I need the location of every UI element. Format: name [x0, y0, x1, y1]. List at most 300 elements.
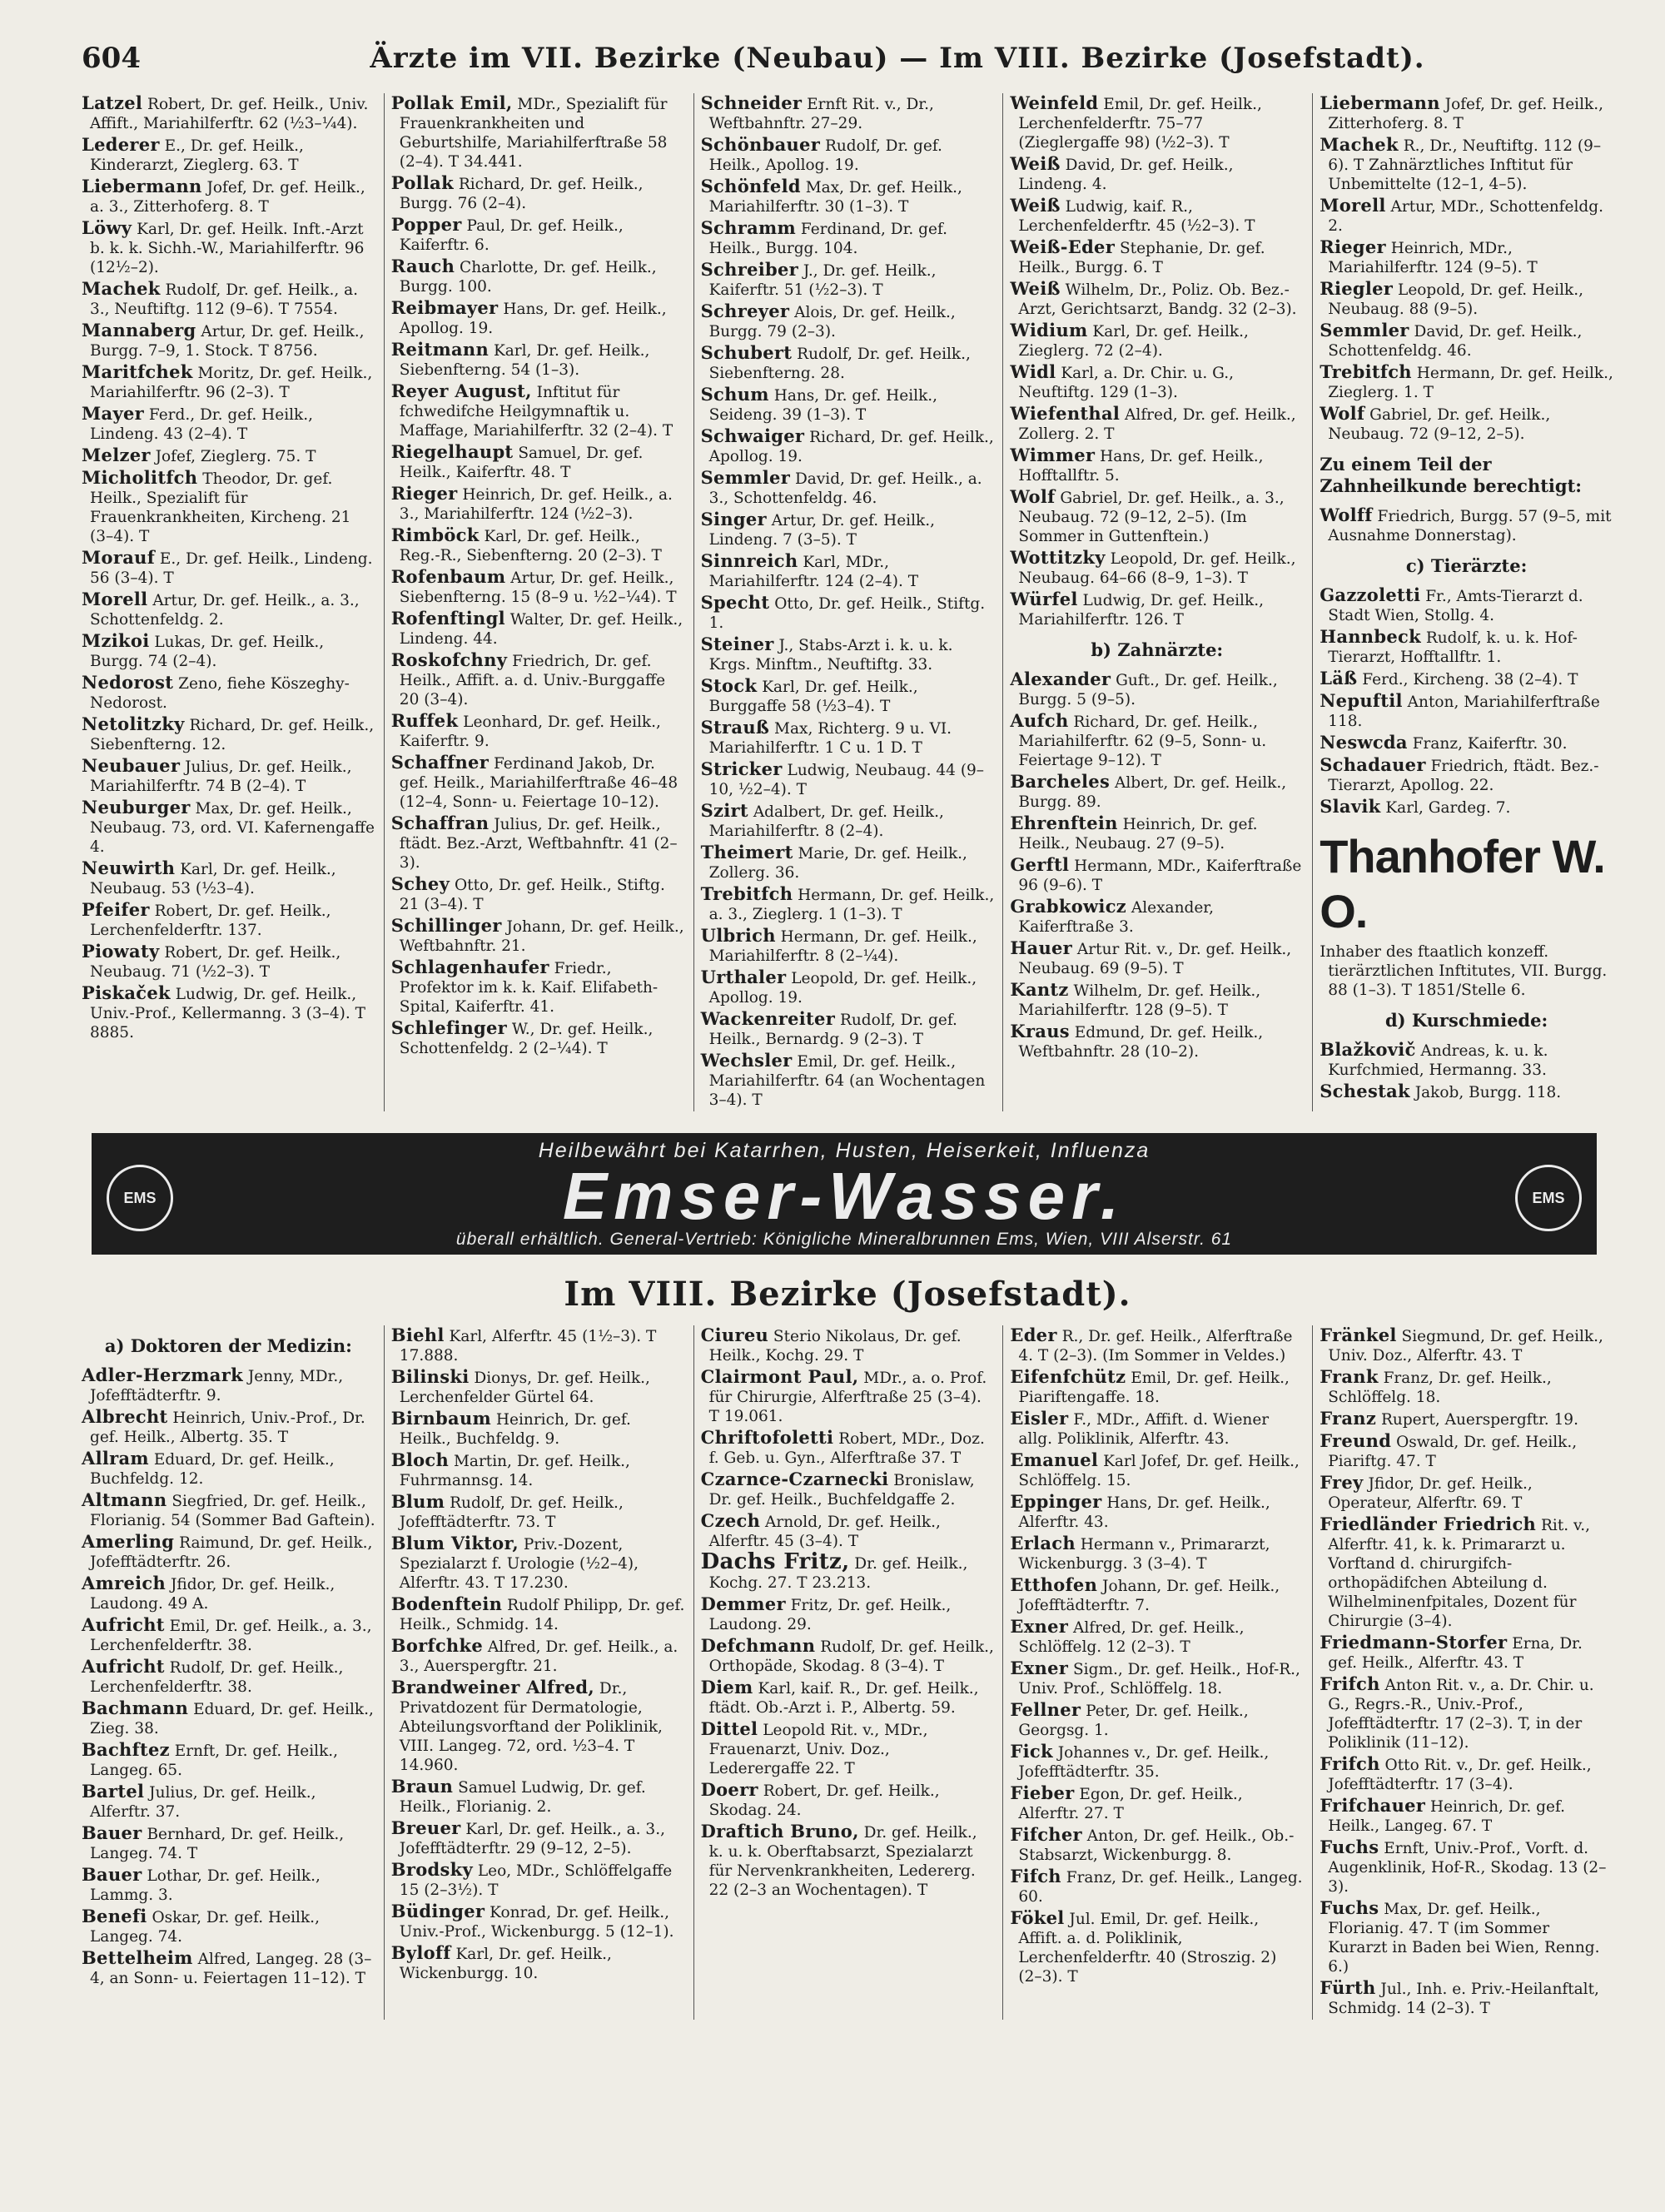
entry-name: Eder [1010, 1325, 1057, 1345]
entry-details: Karl, Gardeg. 7. [1380, 799, 1511, 817]
entry-name: Czarnce-Czarnecki [700, 1469, 889, 1489]
entry-details: Eduard, Dr. gef. Heilk., Buchfeldg. 12. [90, 1451, 335, 1488]
entry-details: Sterio Nikolaus, Dr. gef. Heilk., Kochg. 29. T [708, 1328, 962, 1364]
entry-details: Richard, Dr. gef. Heilk., Siebenfterng. 12. [90, 717, 375, 753]
directory-entry [1320, 1431, 1613, 1471]
entry-details: Hermann, Dr. gef. Heilk., a. 3., Zieglerg. 1 (1–3). T [708, 887, 995, 923]
directory-entry [1010, 548, 1304, 588]
directory-entry [391, 1678, 685, 1775]
entry-details: Alfred, Dr. gef. Heilk., a. 3., Auerspergftr. 21. [399, 1638, 678, 1675]
entry-details: Jofef, Dr. gef. Heilk., a. 3., Zitterhoferg. 8. T [90, 179, 365, 216]
entry-name: Machek [1320, 134, 1399, 155]
entry-name: Mannaberg [82, 320, 196, 340]
entry-details: Emil, Dr. gef. Heilk., Mariahilferftr. 64 (an Wochentagen 3–4). T [708, 1053, 986, 1109]
entry-details: Karl, Dr. gef. Heilk., a. 3., Jofefftädterftr. 29 (9–12, 2–5). [399, 1821, 665, 1857]
directory-entry [1010, 1575, 1304, 1615]
directory-entry [1320, 669, 1613, 689]
entry-details: Marie, Dr. gef. Heilk., Zollerg. 36. [708, 845, 967, 882]
entry-details: Karl, a. Dr. Chir. u. G., Neuftiftg. 129 (1–3). [1018, 365, 1235, 401]
entry-details: Ludwig, Neubaug. 44 (9–10, ½2–4). T [708, 762, 985, 798]
entry-details: Friedr., Profektor im k. k. Kaif. Elifabeth-Spital, Kaiferftr. 41. [399, 960, 659, 1016]
entry-name: Eisler [1010, 1408, 1069, 1429]
entry-name: Schramm [700, 217, 797, 238]
directory-entry [701, 551, 995, 591]
section-label: Zu einem Teil der Zahnheilkunde berechtigt: [1320, 454, 1583, 496]
entry-details: Richard, Dr. gef. Heilk., Apollog. 19. [708, 429, 994, 465]
directory-entry [1010, 1409, 1304, 1449]
entry-name: Riegelhaupt [390, 441, 514, 462]
entry-details: Ludwig, Dr. gef. Heilk., Univ.-Prof., Kellermanng. 3 (3–4). T 8885. [90, 986, 365, 1041]
directory-entry [701, 1428, 995, 1468]
page-number: 604 [82, 42, 141, 75]
directory-entry [82, 1906, 375, 1946]
entry-details: Artur, Dr. gef. Heilk., a. 3., Schottenfeldg. 2. [90, 592, 360, 629]
directory-entry [1320, 1040, 1613, 1080]
entry-name: Wackenreiter [700, 1008, 836, 1029]
entry-details: Guft., Dr. gef. Heilk., Burgg. 5 (9–5). [1018, 672, 1278, 708]
entry-name: Emanuel [1010, 1449, 1099, 1470]
bottom-column-5 [1312, 1325, 1613, 2020]
directory-entry [1010, 404, 1304, 444]
directory-entry [82, 858, 375, 898]
directory-entry [701, 510, 995, 549]
directory-entry [1320, 627, 1613, 667]
entry-details: Robert, Dr. gef. Heilk., Skodag. 24. [708, 1782, 940, 1819]
directory-entry [391, 609, 685, 649]
entry-name: Barcheles [1010, 771, 1111, 792]
entry-name: Albrecht [82, 1406, 168, 1427]
entry-details: Robert, Dr. gef. Heilk., Lerchenfelderftr. 137. [90, 902, 331, 939]
entry-name: Theimert [700, 842, 793, 862]
entry-name: Blažkovič [1320, 1039, 1416, 1060]
entry-details: J., Dr. gef. Heilk., Kaiferftr. 51 (½2–3). T [708, 262, 937, 299]
entry-name: Schaffner [390, 752, 490, 773]
entry-details: Ludwig, Dr. gef. Heilk., Mariahilferftr. 126. T [1018, 592, 1264, 629]
entry-details: Inftitut für fchwedifche Heilgymnaftik u. Maffage, Mariahilferftr. 32 (2–4). T [399, 384, 673, 440]
directory-entry [82, 1449, 375, 1489]
top-column-3 [693, 93, 995, 1111]
entry-details: Rudolf, k. u. k. Hof-Tierarzt, Hofftallftr. 1. [1328, 629, 1578, 666]
directory-entry [1010, 669, 1304, 709]
running-header [82, 42, 1613, 93]
directory-entry [1010, 487, 1304, 546]
entry-details: Emil, Dr. gef. Heilk., Lerchenfelderftr. 75–77 (Zieglergaffe 98) (½2–3). T [1018, 96, 1262, 152]
directory-entry [391, 1901, 685, 1941]
section-label: b) Zahnärzte: [1091, 639, 1224, 660]
entry-details: Emil, Dr. gef. Heilk., a. 3., Lerchenfelderftr. 38. [90, 1618, 372, 1654]
entry-details: E., Dr. gef. Heilk., Lindeng. 56 (3–4). T [90, 550, 373, 587]
entry-name: Alexander [1010, 669, 1111, 689]
entry-details: Hermann, MDr., Kaiferftraße 96 (9–6). T [1018, 857, 1302, 894]
entry-name: Blum Viktor, [390, 1533, 519, 1553]
top-column-2 [384, 93, 685, 1111]
directory-entry [1320, 1796, 1613, 1836]
directory-entry [701, 926, 995, 966]
bottom-column-3 [693, 1325, 995, 2020]
directory-entry [82, 983, 375, 1042]
entry-details: Alfred, Dr. gef. Heilk., Zollerg. 2. T [1018, 406, 1296, 443]
directory-entry [701, 93, 995, 133]
directory-entry [1320, 1367, 1613, 1407]
directory-entry [82, 1532, 375, 1572]
entry-details: Karl, Dr. gef. Heilk., Burggaffe 58 (½3–4). T [708, 679, 918, 715]
entry-details: Anton, Mariahilferftraße 118. [1328, 693, 1600, 730]
entry-details: Jul., Inh. e. Priv.-Heilanftalt, Schmidg. 14 (2–3). T [1328, 1981, 1599, 2017]
directory-entry [1320, 321, 1613, 360]
directory-entry [82, 1573, 375, 1613]
entry-name: Grabkowicz [1010, 896, 1127, 917]
entry-details: Otto Rit. v., Dr. gef. Heilk., Jofefftädterftr. 17 (3–4). [1328, 1757, 1592, 1793]
entry-details: Jul. Emil, Dr. gef. Heilk., Affift. a. d. Poliklinik, Lerchenfelderftr. 40 (Stroszig. 2) (2–3). T [1018, 1911, 1277, 1986]
entry-name: Fürth [1320, 1977, 1376, 1998]
entry-details: Ernft, Univ.-Prof., Vorft. d. Augenklinik, Hof-R., Skodag. 13 (2–3). [1328, 1840, 1607, 1896]
entry-name: Morell [1320, 195, 1386, 216]
directory-entry [391, 916, 685, 956]
entry-name: Maritfchek [82, 361, 193, 382]
entry-name: Liebermann [1320, 92, 1440, 113]
entry-name: Demmer [700, 1593, 786, 1614]
entry-name: Erlach [1010, 1533, 1076, 1553]
entry-name: Ruffek [390, 710, 459, 731]
entry-name: Rieger [390, 483, 458, 504]
directory-entry [1320, 1978, 1613, 2018]
entry-details: Rit. v., Alferftr. 41, k. k. Primararzt u. Vorftand d. chirurgifch-orthopädifchen Abteilung d. Wilhelminenfpitales, Dozent für Chirurgie (3–4). [1328, 1517, 1591, 1630]
directory-entry [391, 874, 685, 914]
entry-details: Karl, Dr. gef. Heilk. Inft.-Arzt b. k. k. Sichh.-W., Mariahilferftr. 96 (12½–2). [90, 221, 365, 276]
entry-name: Kantz [1010, 979, 1069, 1000]
directory-entry [1320, 93, 1613, 133]
entry-name: Bauer [82, 1864, 142, 1885]
entry-name: Wolf [1320, 403, 1365, 424]
entry-name: Mayer [82, 403, 144, 424]
directory-entry [391, 93, 685, 171]
section-label: d) Kurschmiede: [1384, 1010, 1548, 1031]
entry-details: Friedrich, Burgg. 57 (9–5, mit Ausnahme Donnerstag). [1328, 508, 1612, 544]
directory-entry [701, 843, 995, 882]
entry-details: Heinrich, Dr. gef. Heilk., Buchfeldg. 9. [399, 1411, 631, 1448]
directory-entry [391, 650, 685, 709]
directory-entry [701, 426, 995, 466]
entry-name: Aufricht [82, 1614, 165, 1635]
entry-details: Heinrich, Univ.-Prof., Dr. gef. Heilk., Albertg. 35. T [90, 1409, 365, 1446]
directory-entry [391, 298, 685, 338]
top-columns [82, 93, 1613, 1111]
entry-name: Netolitzky [82, 713, 185, 734]
bottom-columns [82, 1325, 1613, 2020]
entry-name: Fuchs [1320, 1837, 1379, 1857]
entry-name: Machek [82, 278, 161, 299]
directory-entry [1010, 1700, 1304, 1740]
entry-name: Singer [700, 509, 767, 529]
directory-entry [391, 256, 685, 296]
entry-name: Allram [82, 1448, 149, 1469]
entry-details: Gabriel, Dr. gef. Heilk., a. 3., Neubaug. 72 (9–12, 2–5). (Im Sommer in Guttenftein.) [1018, 490, 1285, 545]
entry-details: Friedrich, Dr. gef. Heilk., Affift. a. d. Univ.-Burggaffe 20 (3–4). [399, 653, 666, 708]
entry-name: Szirt [700, 800, 748, 821]
entry-name: Steiner [700, 634, 774, 654]
directory-entry [701, 135, 995, 175]
entry-name: Fränkel [1320, 1325, 1397, 1345]
entry-details: Edmund, Dr. gef. Heilk., Weftbahnftr. 28 (10–2). [1018, 1024, 1264, 1061]
entry-name: Reyer August, [390, 380, 532, 401]
directory-entry [82, 631, 375, 671]
entry-name: Fuchs [1320, 1897, 1379, 1918]
directory-entry [1010, 897, 1304, 937]
entry-details: Alfred, Dr. gef. Heilk., Schlöffelg. 12 (2–3). T [1018, 1619, 1245, 1656]
entry-details: Robert, Dr. gef. Heilk., Neubaug. 71 (½2–3). T [90, 944, 341, 981]
directory-entry [82, 279, 375, 319]
directory-entry [701, 1678, 995, 1717]
entry-details: Robert, MDr., Doz. f. Geb. u. Gyn., Alferftraße 37. T [708, 1430, 985, 1467]
directory-entry [701, 1325, 995, 1365]
directory-entry [1320, 755, 1613, 795]
directory-entry [1010, 980, 1304, 1020]
directory-entry [82, 1948, 375, 1988]
directory-entry [1010, 279, 1304, 319]
entry-name: Fifch [1010, 1866, 1061, 1886]
entry-name: Pfeifer [82, 899, 150, 920]
entry-name: Amreich [82, 1573, 166, 1593]
entry-name: Wechsler [700, 1050, 793, 1071]
directory-entry [1320, 1409, 1613, 1429]
directory-entry [1010, 1867, 1304, 1906]
entry-details: Stephanie, Dr. gef. Heilk., Burgg. 6. T [1018, 240, 1265, 276]
entry-details: R., Dr., Neuftiftg. 112 (9–6). T Zahnärztliches Inftitut für Unbemittelte (12–1, 4–5). [1328, 137, 1602, 193]
directory-entry [82, 1407, 375, 1447]
directory-entry [82, 218, 375, 277]
entry-details: Rudolf, Dr. gef. Heilk., Lerchenfelderftr. 38. [90, 1659, 344, 1696]
entry-details: E., Dr. gef. Heilk., Kinderarzt, Zieglerg. 63. T [90, 137, 304, 174]
entry-name: Weiß [1010, 195, 1061, 216]
entry-name: Dachs Fritz, [700, 1549, 850, 1574]
entry-details: Walter, Dr. gef. Heilk., Lindeng. 44. [399, 611, 683, 648]
directory-entry [701, 1511, 995, 1551]
directory-entry [1010, 1492, 1304, 1532]
bottom-column-4 [1002, 1325, 1304, 2020]
entry-name: Reibmayer [390, 297, 499, 318]
entry-details: Siegmund, Dr. gef. Heilk., Univ. Doz., Alferftr. 43. T [1328, 1328, 1603, 1364]
entry-details: Ferdinand Jakob, Dr. gef. Heilk., Mariahilferftraße 46–48 (12–4, Sonn- u. Feiertage 10–12). [399, 755, 678, 811]
entry-details: Moritz, Dr. gef. Heilk., Mariahilferftr. 96 (2–3). T [90, 365, 373, 401]
entry-details: Heinrich, MDr., Mariahilferftr. 124 (9–5). T [1328, 240, 1538, 276]
entry-details: Friedrich, ftädt. Bez.-Tierarzt, Apollog. 22. [1328, 758, 1599, 794]
entry-name: Clairmont Paul, [700, 1366, 859, 1387]
entry-name: Blum [390, 1491, 445, 1512]
ad-distribution: überall erhältlich. General-Vertrieb: Königliche Mineralbrunnen Ems, Wien, VIII Alserstr. 61 [455, 1229, 1233, 1249]
entry-name: Ulbrich [700, 925, 776, 946]
directory-entry [391, 442, 685, 482]
entry-details: Jenny, MDr., Jofefftädterftr. 9. [90, 1368, 344, 1404]
entry-details: Samuel, Dr. gef. Heilk., Kaiferftr. 48. T [399, 445, 644, 481]
directory-entry [1010, 855, 1304, 895]
ad-brand: Emser-Wasser. [562, 1158, 1126, 1233]
entry-details: Artur, Dr. gef. Heilk., Siebenfterng. 15 (8–9 u. ½2–¼4). T [399, 569, 677, 606]
directory-entry [1320, 362, 1613, 402]
entry-name: Ciureu [700, 1325, 769, 1345]
entry-name: Chriftofoletti [700, 1427, 834, 1448]
entry-details: Alois, Dr. gef. Heilk., Burgg. 79 (2–3). [708, 304, 956, 340]
entry-name: Würfel [1010, 589, 1078, 609]
entry-name: Weiß [1010, 153, 1061, 174]
entry-details: Karl Jofef, Dr. gef. Heilk., Schlöffelg. 15. [1018, 1453, 1300, 1489]
entry-details: Dr., Privatdozent für Dermatologie, Abteilungsvorftand der Poliklinik, VIII. Langeg. 72, ord. ½3–4. T 14.960. [399, 1680, 663, 1774]
directory-entry [701, 1051, 995, 1110]
section-label: c) Tierärzte: [1405, 555, 1528, 576]
entry-details: Rudolf, Dr. gef. Heilk., Bernardg. 9 (2–3). T [708, 1012, 957, 1048]
top-column-4 [1002, 93, 1304, 1111]
entry-name: Bauer [82, 1822, 142, 1843]
entry-details: Hans, Dr. gef. Heilk., Seideng. 39 (1–3). T [708, 387, 938, 424]
entry-details: Hermann, Dr. gef. Heilk., Zieglerg. 1. T [1328, 365, 1613, 401]
entry-details: MDr., Spezialift für Frauenkrankheiten und Geburtshilfe, Mariahilferftraße 58 (2–4). T 34.441. [399, 96, 668, 171]
entry-details: Julius, Dr. gef. Heilk., Alferftr. 37. [90, 1784, 316, 1821]
entry-name: Stricker [700, 758, 783, 779]
directory-entry [82, 714, 375, 754]
directory-entry [1010, 1021, 1304, 1061]
entry-name: Etthofen [1010, 1574, 1098, 1595]
entry-details: Alexander, Kaiferftraße 3. [1018, 899, 1214, 936]
entry-name: Amerling [82, 1531, 175, 1552]
entry-details: Leonhard, Dr. gef. Heilk., Kaiferftr. 9. [399, 713, 661, 750]
top-column-1 [82, 93, 375, 1111]
directory-entry [701, 593, 995, 633]
entry-name: Strauß [700, 717, 770, 738]
entry-name: Piowaty [82, 941, 160, 962]
entry-name: Fick [1010, 1741, 1053, 1762]
directory-entry [82, 756, 375, 796]
entry-details: Karl, Dr. gef. Heilk., Neubaug. 53 (½3–4). [90, 861, 336, 897]
directory-entry [1320, 505, 1613, 545]
entry-details: Julius, Dr. gef. Heilk., Mariahilferftr. 74 B (2–4). T [90, 758, 352, 795]
entry-name: Gerftl [1010, 854, 1070, 875]
entry-details: Artur, Dr. gef. Heilk., Lindeng. 7 (3–5). T [708, 512, 935, 549]
entry-details: Charlotte, Dr. gef. Heilk., Burgg. 100. [399, 259, 657, 296]
directory-entry [1320, 1674, 1613, 1752]
entry-details: Hans, Dr. gef. Heilk., Hofftallftr. 5. [1018, 448, 1264, 485]
directory-entry [391, 1018, 685, 1058]
entry-name: Exner [1010, 1616, 1069, 1637]
entry-name: Rofenftingl [390, 608, 505, 629]
entry-name: Slavik [1320, 796, 1381, 817]
entry-name: Friedmann-Storfer [1320, 1632, 1508, 1653]
entry-details: Karl, MDr., Mariahilferftr. 124 (2–4). T [708, 554, 919, 590]
directory-entry [1010, 1367, 1304, 1407]
entry-name: Schönfeld [700, 176, 801, 196]
entry-details: Hans, Dr. gef. Heilk., Apollog. 19. [399, 301, 667, 337]
directory-entry [82, 942, 375, 982]
entry-details: Max, Dr. gef. Heilk., Mariahilferftr. 30 (1–3). T [708, 179, 962, 216]
directory-entry [1320, 279, 1613, 319]
entry-name: Kraus [1010, 1021, 1070, 1041]
entry-details: Robert, Dr. gef. Heilk., Univ. Affift., Mariahilferftr. 62 (½3–¼4). [90, 96, 369, 132]
entry-details: Dr. gef. Heilk., Kochg. 27. T 23.213. [708, 1555, 968, 1592]
entry-name: Schönbauer [700, 134, 821, 155]
entry-details: Jakob, Burgg. 118. [1409, 1084, 1562, 1101]
directory-entry [701, 676, 995, 716]
directory-entry [391, 1636, 685, 1676]
entry-name: Schestak [1320, 1081, 1410, 1101]
entry-details: Sigm., Dr. gef. Heilk., Hof-R., Univ. Prof., Schlöffelg. 18. [1018, 1661, 1300, 1698]
directory-entry [391, 1777, 685, 1817]
directory-entry [1010, 1825, 1304, 1865]
entry-name: Braun [390, 1776, 454, 1797]
entry-details: J., Stabs-Arzt i. k. u. k. Krgs. Minftm., Neuftiftg. 33. [708, 637, 953, 674]
directory-entry [391, 1409, 685, 1449]
directory-entry [701, 801, 995, 841]
directory-entry [391, 215, 685, 255]
directory-entry [82, 93, 375, 133]
entry-details: Max, Dr. gef. Heilk., Neubaug. 73, ord. VI. Kafernengaffe 4. [90, 800, 375, 856]
entry-details: Anton Rit. v., a. Dr. Chir. u. G., Regrs.-R., Univ.-Prof., Jofefftädterftr. 17 (2–3). T, in der Poliklinik (11–12). [1328, 1677, 1594, 1752]
entry-name: Semmler [1320, 320, 1409, 340]
directory-entry [391, 1818, 685, 1858]
entry-details: Franz, Kaiferftr. 30. [1407, 735, 1568, 753]
entry-name: Rieger [1320, 236, 1386, 257]
entry-name: Fifcher [1010, 1824, 1082, 1845]
directory-entry [1010, 196, 1304, 236]
directory-entry [391, 711, 685, 751]
directory-entry [1320, 1514, 1613, 1631]
entry-name: Bachmann [82, 1698, 189, 1718]
directory-entry [701, 343, 995, 383]
entry-name: Birnbaum [390, 1408, 492, 1429]
directory-entry [82, 1490, 375, 1530]
directory-entry [1010, 445, 1304, 485]
directory-entry [1010, 1450, 1304, 1490]
entry-name: Diem [700, 1677, 753, 1698]
directory-entry [82, 362, 375, 402]
entry-details: Egon, Dr. gef. Heilk., Alferftr. 27. T [1018, 1786, 1243, 1822]
entry-details: R., Dr. gef. Heilk., Alferftraße 4. T (2–3). (Im Sommer in Veldes.) [1018, 1328, 1293, 1364]
directory-entry [82, 135, 375, 175]
entry-details: Arnold, Dr. gef. Heilk., Alferftr. 45 (3–4). T [708, 1514, 941, 1550]
entry-details: Lothar, Dr. gef. Heilk., Lammg. 3. [90, 1867, 321, 1904]
entry-details: Samuel Ludwig, Dr. gef. Heilk., Florianig. 2. [399, 1779, 646, 1816]
entry-name: Neswcda [1320, 732, 1408, 753]
entry-name: Fieber [1010, 1782, 1075, 1803]
directory-entry [701, 1009, 995, 1049]
directory-entry [82, 1782, 375, 1822]
directory-entry [82, 321, 375, 360]
directory-entry [1320, 1473, 1613, 1513]
entry-name: Rofenbaum [390, 566, 506, 587]
entry-name: Frey [1320, 1472, 1364, 1493]
directory-entry [701, 1469, 995, 1509]
entry-name: Schlefinger [390, 1017, 508, 1038]
entry-name: Gazzoletti [1320, 584, 1421, 605]
top-column-5 [1312, 93, 1613, 1111]
section-label: a) Doktoren der Medizin: [104, 1335, 352, 1356]
directory-entry [701, 1780, 995, 1820]
directory-entry [1010, 154, 1304, 194]
entry-details: Oswald, Dr. gef. Heilk., Piariftg. 47. T [1328, 1434, 1578, 1470]
entry-details: Oskar, Dr. gef. Heilk., Langeg. 74. [90, 1909, 320, 1946]
entry-name: Schey [390, 873, 450, 894]
directory-entry [1010, 93, 1304, 152]
entry-details: Heinrich, Dr. gef. Heilk., Langeg. 67. T [1328, 1798, 1566, 1835]
directory-entry [701, 1636, 995, 1676]
directory-entry [701, 385, 995, 425]
entry-name: Widium [1010, 320, 1088, 340]
entry-name: Bilinski [390, 1366, 470, 1387]
entry-details: Johann, Dr. gef. Heilk., Jofefftädterftr. 7. [1018, 1578, 1280, 1614]
directory-entry [1010, 938, 1304, 978]
entry-details: Richard, Dr. gef. Heilk., Burgg. 76 (2–4). [399, 176, 644, 212]
entry-name: Weiß [1010, 278, 1061, 299]
entry-name: Schillinger [390, 915, 502, 936]
entry-name: Läß [1320, 668, 1358, 688]
entry-details: Rudolf, Dr. gef. Heilk., Siebenfterng. 28. [708, 345, 971, 382]
